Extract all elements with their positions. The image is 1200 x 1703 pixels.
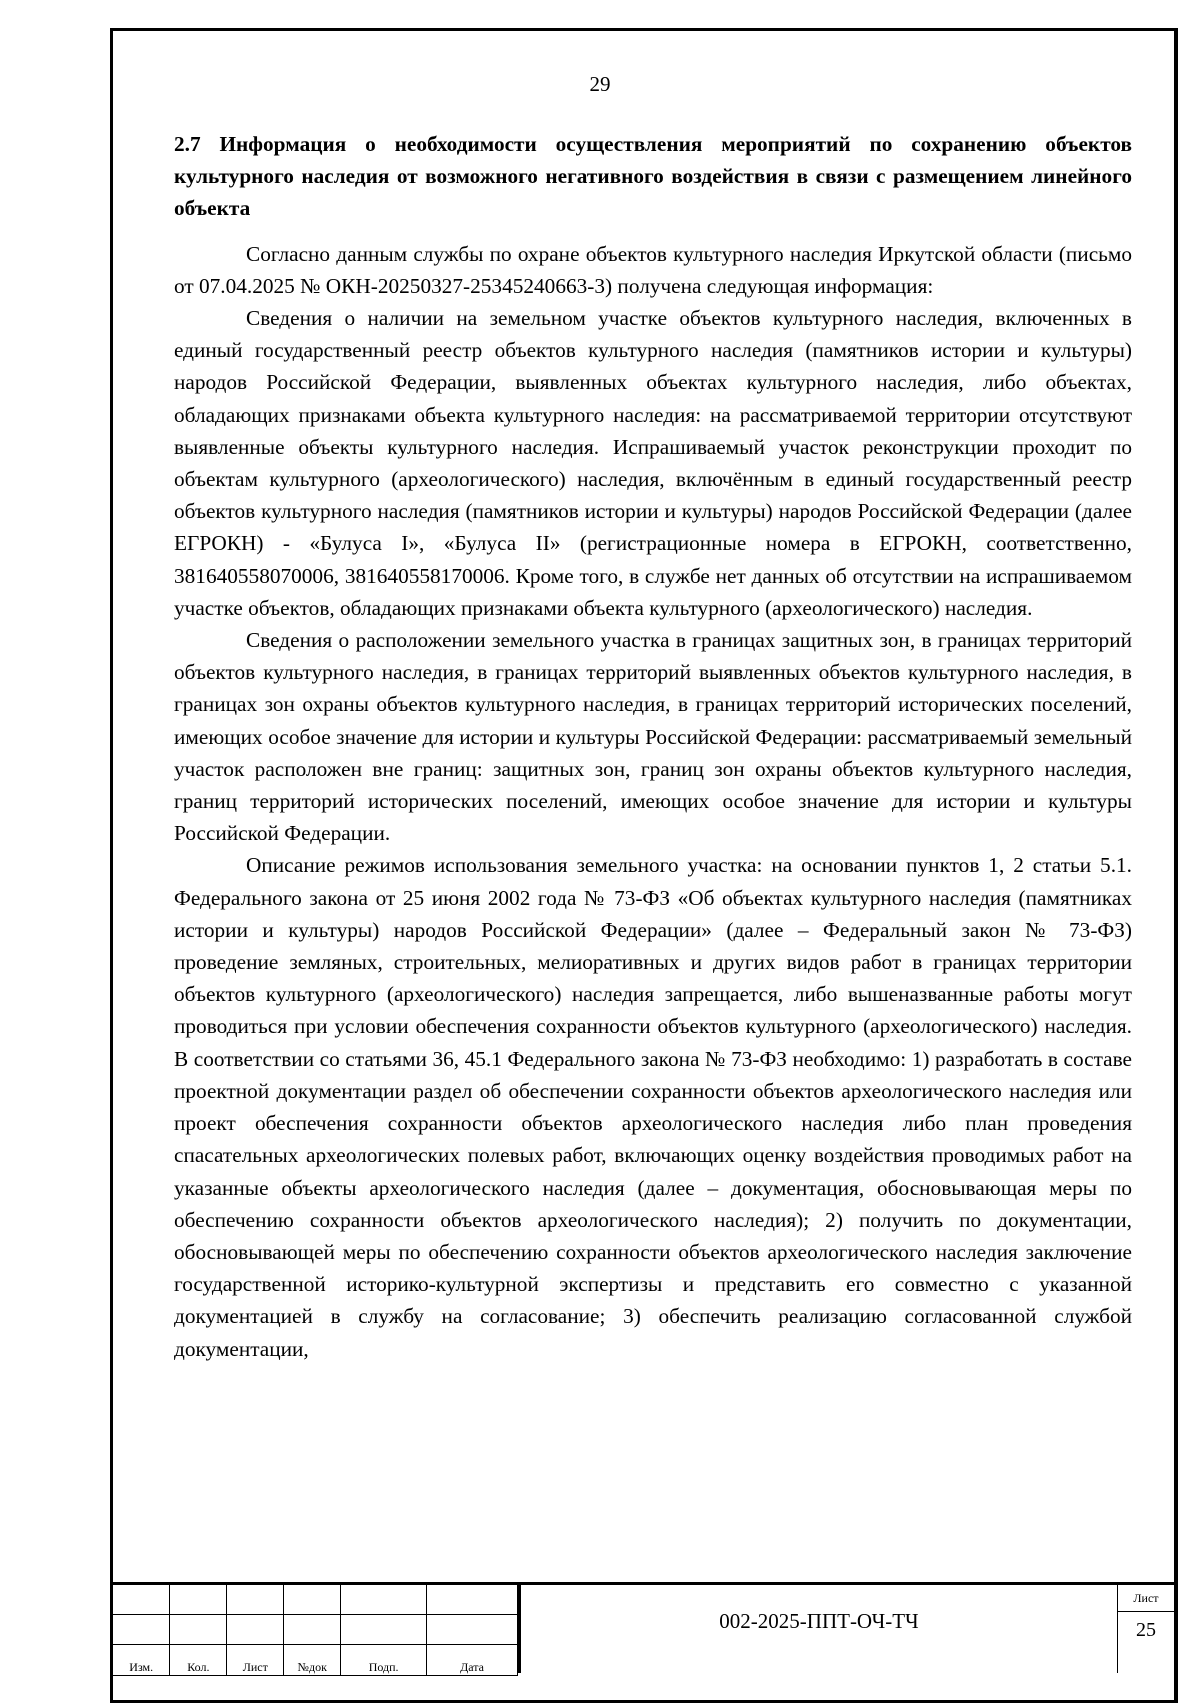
revision-cell (427, 1585, 518, 1615)
revision-cell (284, 1585, 341, 1615)
revision-cell (170, 1585, 227, 1615)
sheet-label: Лист (1118, 1585, 1174, 1612)
paragraph-cultural-objects: Сведения о наличии на земельном участке объектов культурного наследия, включенных в единый государственный реестр объектов культурного наследия (памятников истории и культуры) народов Российской Федерации, выявленных объектах культурного наследия, либо объектах, обладающих признаками объекта культурного наследия: на рассматриваемой территории отсутствуют выявленные объекты культурного наследия. Испрашиваемый участок реконструкции проходит по объектам культурного (археологического) наследия, включённым в единый государственный реестр объектов культурного наследия (памятников истории и культуры) народов Российской Федерации (далее ЕГРОКН) - «Булуса I», «Булуса II» (регистрационные номера в ЕГРОКН, соответственно, 381640558070006, 381640558170006. Кроме того, в службе нет данных об отсутствии на испрашиваемом участке объектов, обладающих признаками объекта культурного (археологического) наследия. (174, 306, 1132, 620)
column-header-quantity: Кол. (170, 1645, 227, 1676)
column-header-signature: Подп. (341, 1645, 427, 1676)
document-code-box (518, 1585, 1118, 1673)
revision-table (113, 1585, 518, 1676)
column-header-change: Изм. (113, 1645, 170, 1676)
document-code: 002-2025-ППТ-ОЧ-ТЧ (719, 1609, 919, 1633)
revision-cell (227, 1585, 284, 1615)
sheet-box (1118, 1585, 1174, 1673)
section-heading: 2.7 Информация о необходимости осуществления мероприятий по сохранению объектов культурного наследия от возможного негативного воздействия в связи с размещением линейного объекта (174, 132, 1132, 221)
column-header-doc-number: №док (284, 1645, 341, 1676)
page-number: 29 (589, 72, 611, 96)
revision-cell (113, 1615, 170, 1645)
document-body (174, 128, 1132, 1365)
revision-cell (284, 1615, 341, 1645)
revision-cell (341, 1585, 427, 1615)
column-header-sheet: Лист (227, 1645, 284, 1676)
paragraph-usage-regimes: Описание режимов использования земельного участка: на основании пунктов 1, 2 статьи 5.1. Федерального закона от 25 июня 2002 года № 73-ФЗ «Об объектах культурного наследия (памятниках истории и культуры) народов Российской Федерации» (далее – Федеральный закон № 73-ФЗ) проведение земляных, строительных, мелиоративных и других видов работ в границах территории объектов культурного (археологического) наследия запрещается, либо вышеназванные работы могут проводиться при условии обеспечения сохранности объектов культурного (археологического) наследия. В соответствии со статьями 36, 45.1 Федерального закона № 73-ФЗ необходимо: 1) разработать в составе проектной документации раздел об обеспечении сохранности объектов археологического наследия или проект обеспечения сохранности объектов археологического наследия либо план проведения спасательных археологических полевых работ, включающих оценку воздействия проводимых работ на указанные объекты археологического наследия (далее – документация, обосновывающая меры по обеспечению сохранности объектов археологического наследия); 2) получить по документации, обосновывающей меры по обеспечению сохранности объектов археологического наследия заключение государственной историко-культурной экспертизы и представить его совместно с указанной документацией в службу на согласование; 3) обеспечить реализацию согласованной службой документации, (174, 853, 1132, 1361)
revision-cell (427, 1615, 518, 1645)
sheet-number: 25 (1136, 1619, 1156, 1641)
revision-cell (341, 1615, 427, 1645)
revision-cell (113, 1585, 170, 1615)
title-block (113, 1582, 1174, 1673)
revision-cell (227, 1615, 284, 1645)
revision-cell (170, 1615, 227, 1645)
column-header-date: Дата (427, 1645, 518, 1676)
paragraph-intro: Согласно данным службы по охране объектов культурного наследия Иркутской области (письмо от 07.04.2025 № ОКН-20250327-25345240663-3) получена следующая информация: (174, 241, 1132, 298)
paragraph-zones: Сведения о расположении земельного участка в границах защитных зон, в границах территорий объектов культурного наследия, в границах территорий выявленных объектов культурного наследия, в границах зон охраны объектов культурного наследия, в границах территорий исторических поселений, имеющих особое значение для истории и культуры Российской Федерации: рассматриваемый земельный участок расположен вне границ: защитных зон, границ зон охраны объектов культурного наследия, границ территорий исторических поселений, имеющих особое значение для истории и культуры Российской Федерации. (174, 628, 1132, 846)
